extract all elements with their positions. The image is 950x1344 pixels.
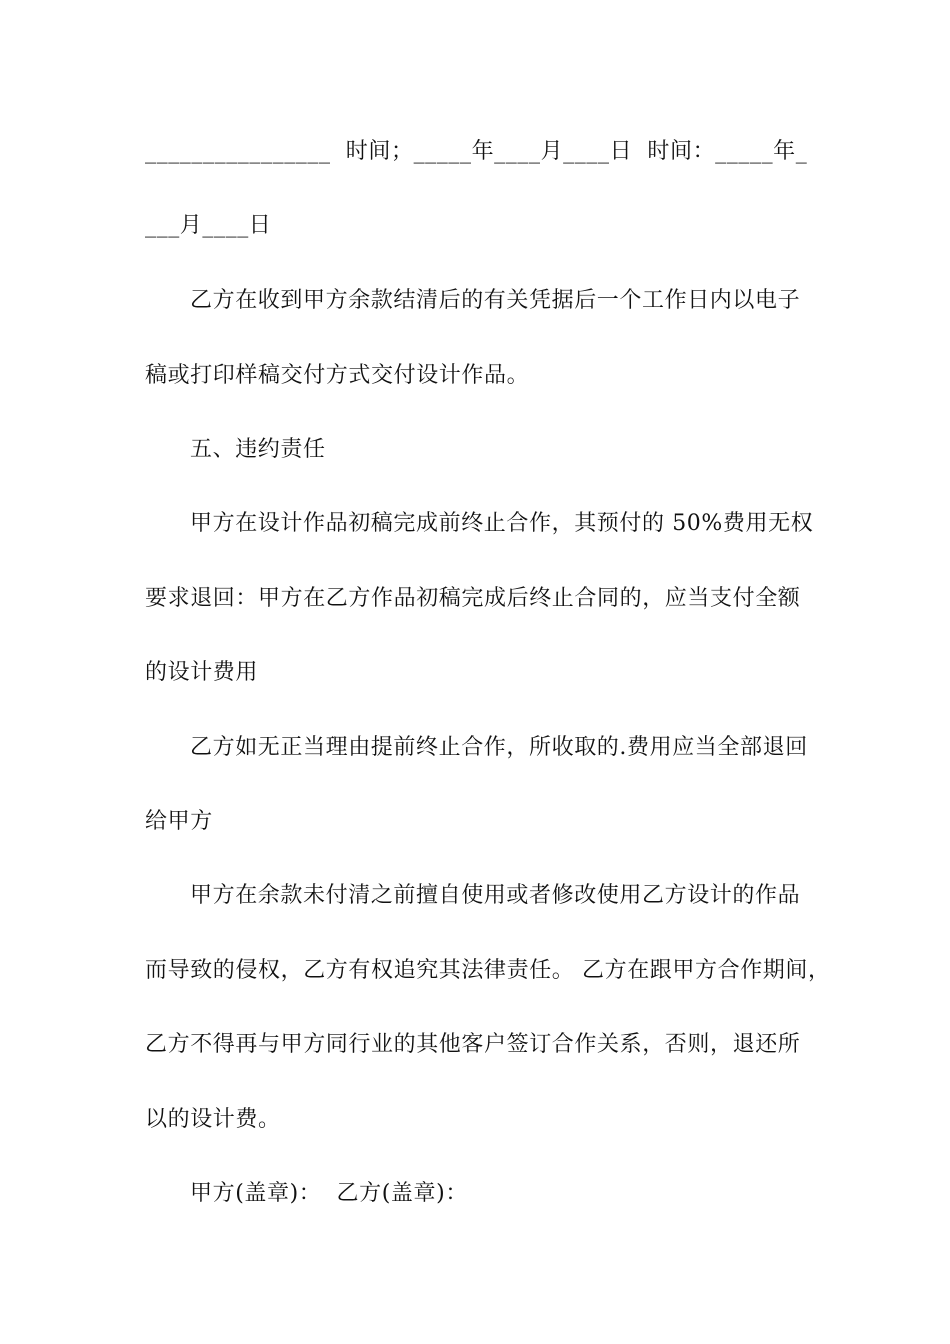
breach-paragraph-3-line-3: 乙方不得再与甲方同行业的其他客户签订合作关系，否则，退还所 xyxy=(145,1032,801,1057)
breach-paragraph-2-line-1: 乙方如无正当理由提前终止合作，所收取的.费用应当全部退回 xyxy=(190,735,808,760)
breach-paragraph-1-line-3: 的设计费用 xyxy=(145,660,259,685)
breach-paragraph-1-line-1: 甲方在设计作品初稿完成前终止合作，其预付的 50%费用无权 xyxy=(190,511,814,536)
date-blanks-line-1: ________________ 时间；_____年____月____日 时间：_____年_ xyxy=(145,139,808,164)
breach-paragraph-3-line-4: 以的设计费。 xyxy=(145,1107,281,1132)
signature-line: 甲方(盖章)： 乙方(盖章)： xyxy=(190,1181,468,1206)
breach-paragraph-3-line-1: 甲方在余款未付清之前擅自使用或者修改使用乙方设计的作品 xyxy=(190,883,801,908)
date-blanks-line-2: ___月____日 xyxy=(145,213,272,238)
delivery-paragraph-line-1: 乙方在收到甲方余款结清后的有关凭据后一个工作日内以电子 xyxy=(190,288,801,313)
delivery-paragraph-line-2: 稿或打印样稿交付方式交付设计作品。 xyxy=(145,363,530,388)
section-heading-breach: 五、违约责任 xyxy=(190,437,326,462)
breach-paragraph-3-line-2: 而导致的侵权，乙方有权追究其法律责任。 乙方在跟甲方合作期间， xyxy=(145,958,831,983)
breach-paragraph-1-line-2: 要求退回：甲方在乙方作品初稿完成后终止合同的，应当支付全额 xyxy=(145,586,801,611)
breach-paragraph-2-line-2: 给甲方 xyxy=(145,809,213,834)
